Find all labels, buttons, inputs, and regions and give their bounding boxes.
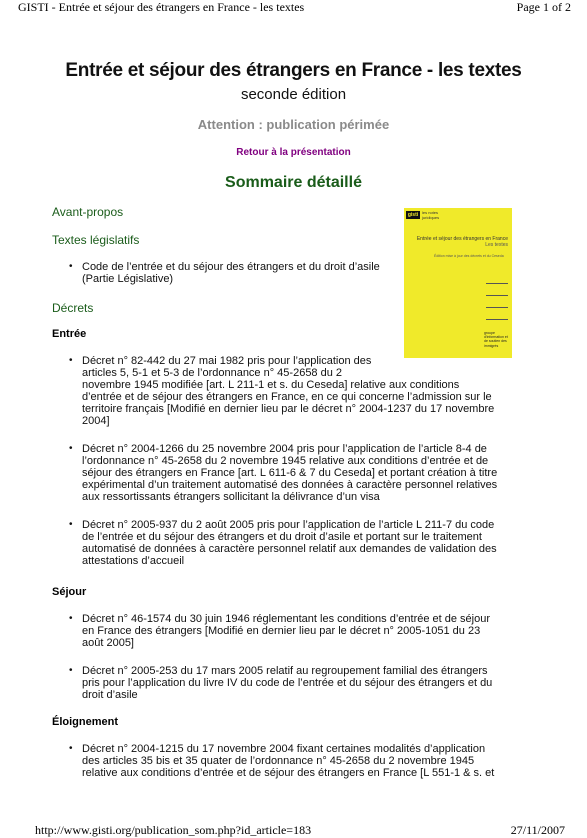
page-title: Entrée et séjour des étrangers en France - les textes [65,60,522,81]
attention-notice: Attention : publication périmée [197,117,390,132]
section-link-textes-legislatifs[interactable]: Textes législatifs [52,233,140,247]
header-title: GISTI - Entrée et séjour des étrangers en France - les textes [18,0,305,14]
section-link-avant-propos[interactable]: Avant-propos [52,205,124,219]
footer-date: 27/11/2007 [510,823,565,837]
cover-subtitle: Les textes [485,242,508,248]
list-item-text: Code de l’entrée et du séjour des étrangers et du droit d’asile (Partie Législative) [82,261,380,285]
page-footer [0,823,587,837]
list-item-text: Décret n° 2005-937 du 2 août 2005 pris pour l’application de l’article L 211-7 du code de l’entrée et du séjour des étrangers et du droit d’asile et portant sur le traitement automatisé de données à caractère personnel relatif aux demandes de validation des attestations d’accueil [82,519,497,567]
subsection-sejour: Séjour [52,586,87,598]
cover-rule [486,319,508,320]
section-link-decrets[interactable]: Décrets [52,301,94,315]
sommaire-heading: Sommaire détaillé [225,174,362,191]
list-item-text: Décret n° 46-1574 du 30 juin 1946 réglementant les conditions d’entrée et de séjour en France des étrangers [Modifié en dernier lieu par le décret n° 2005-1051 du 23 août 2005] [82,613,490,649]
entree-list [66,355,526,567]
list-item-text: Décret n° 2004-1215 du 17 novembre 2004 fixant certaines modalités d’application des articles 35 bis et 35 quater de l’ordonnance n° 45-2658 du 2 novembre 1945 relative aux conditions d’entrée et de séjour des étrangers en France [L 551-1 & s. et [82,743,495,779]
sejour-list [66,613,526,701]
legislatif-list [66,261,396,285]
cover-publisher: groupe d'information et de soutien des immigrés [484,331,508,348]
list-item[interactable] [66,261,396,285]
subsection-entree: Entrée [52,328,87,340]
cover-title: Entrée et séjour des étrangers en France [416,236,508,242]
cover-brand: les notes juridiques [422,210,440,220]
list-item-text: Décret n° 2004-1266 du 25 novembre 2004 pris pour l’application de l’article 8-4 de l’ordonnance n° 45-2658 du 2 novembre 1945 relative aux conditions d’entrée et de séjour des étrangers en France [art. L 611-6 & 7 du Ceseda] et portant création à titre expérimental d’un traitement automatisé des données à caractère personnel relatives aux ressortissants étrangers sollicitant la délivrance d’un visa [82,443,498,503]
page-header [0,0,587,14]
cover-rule [486,283,508,284]
cover-note: Édition mise à jour des décrets et du Ceseda [434,254,504,258]
header-page-number: Page 1 of 2 [516,0,571,14]
footer-url: http://www.gisti.org/publication_som.php?id_article=183 [35,823,312,837]
retour-presentation-link[interactable]: Retour à la présentation [236,147,351,158]
list-item-text: Décret n° 2005-253 du 17 mars 2005 relatif au regroupement familial des étrangers pris pour l’application du livre IV du code de l’entrée et du séjour des étrangers et du droit d’asile [82,665,493,701]
eloignement-list [66,743,526,779]
subsection-eloignement: Éloignement [52,716,119,728]
cover-rule [486,307,508,308]
list-item[interactable] [66,743,526,779]
list-item[interactable] [66,613,526,649]
list-item[interactable] [66,443,526,503]
list-item[interactable] [66,355,526,427]
page-subtitle: seconde édition [240,86,347,103]
list-item[interactable] [66,665,526,701]
list-item-text: Décret n° 82-442 du 27 mai 1982 pris pour l’application des articles 5, 5-1 et 5-3 de l’ordonnance n° 45-2658 du 2 novembre 1945 modifiée [art. L 211-1 et s. du Ceseda] relative aux conditions d’entrée et de séjour des étrangers en France, en ce qui concerne l’admission sur le territoire français [Modifié en dernier lieu par le décret n° 2004-1237 du 17 novembre 2004] [82,355,495,427]
list-item[interactable] [66,519,526,567]
book-cover-image [404,208,512,358]
cover-rule [486,295,508,296]
gisti-logo: gisti [407,212,419,218]
